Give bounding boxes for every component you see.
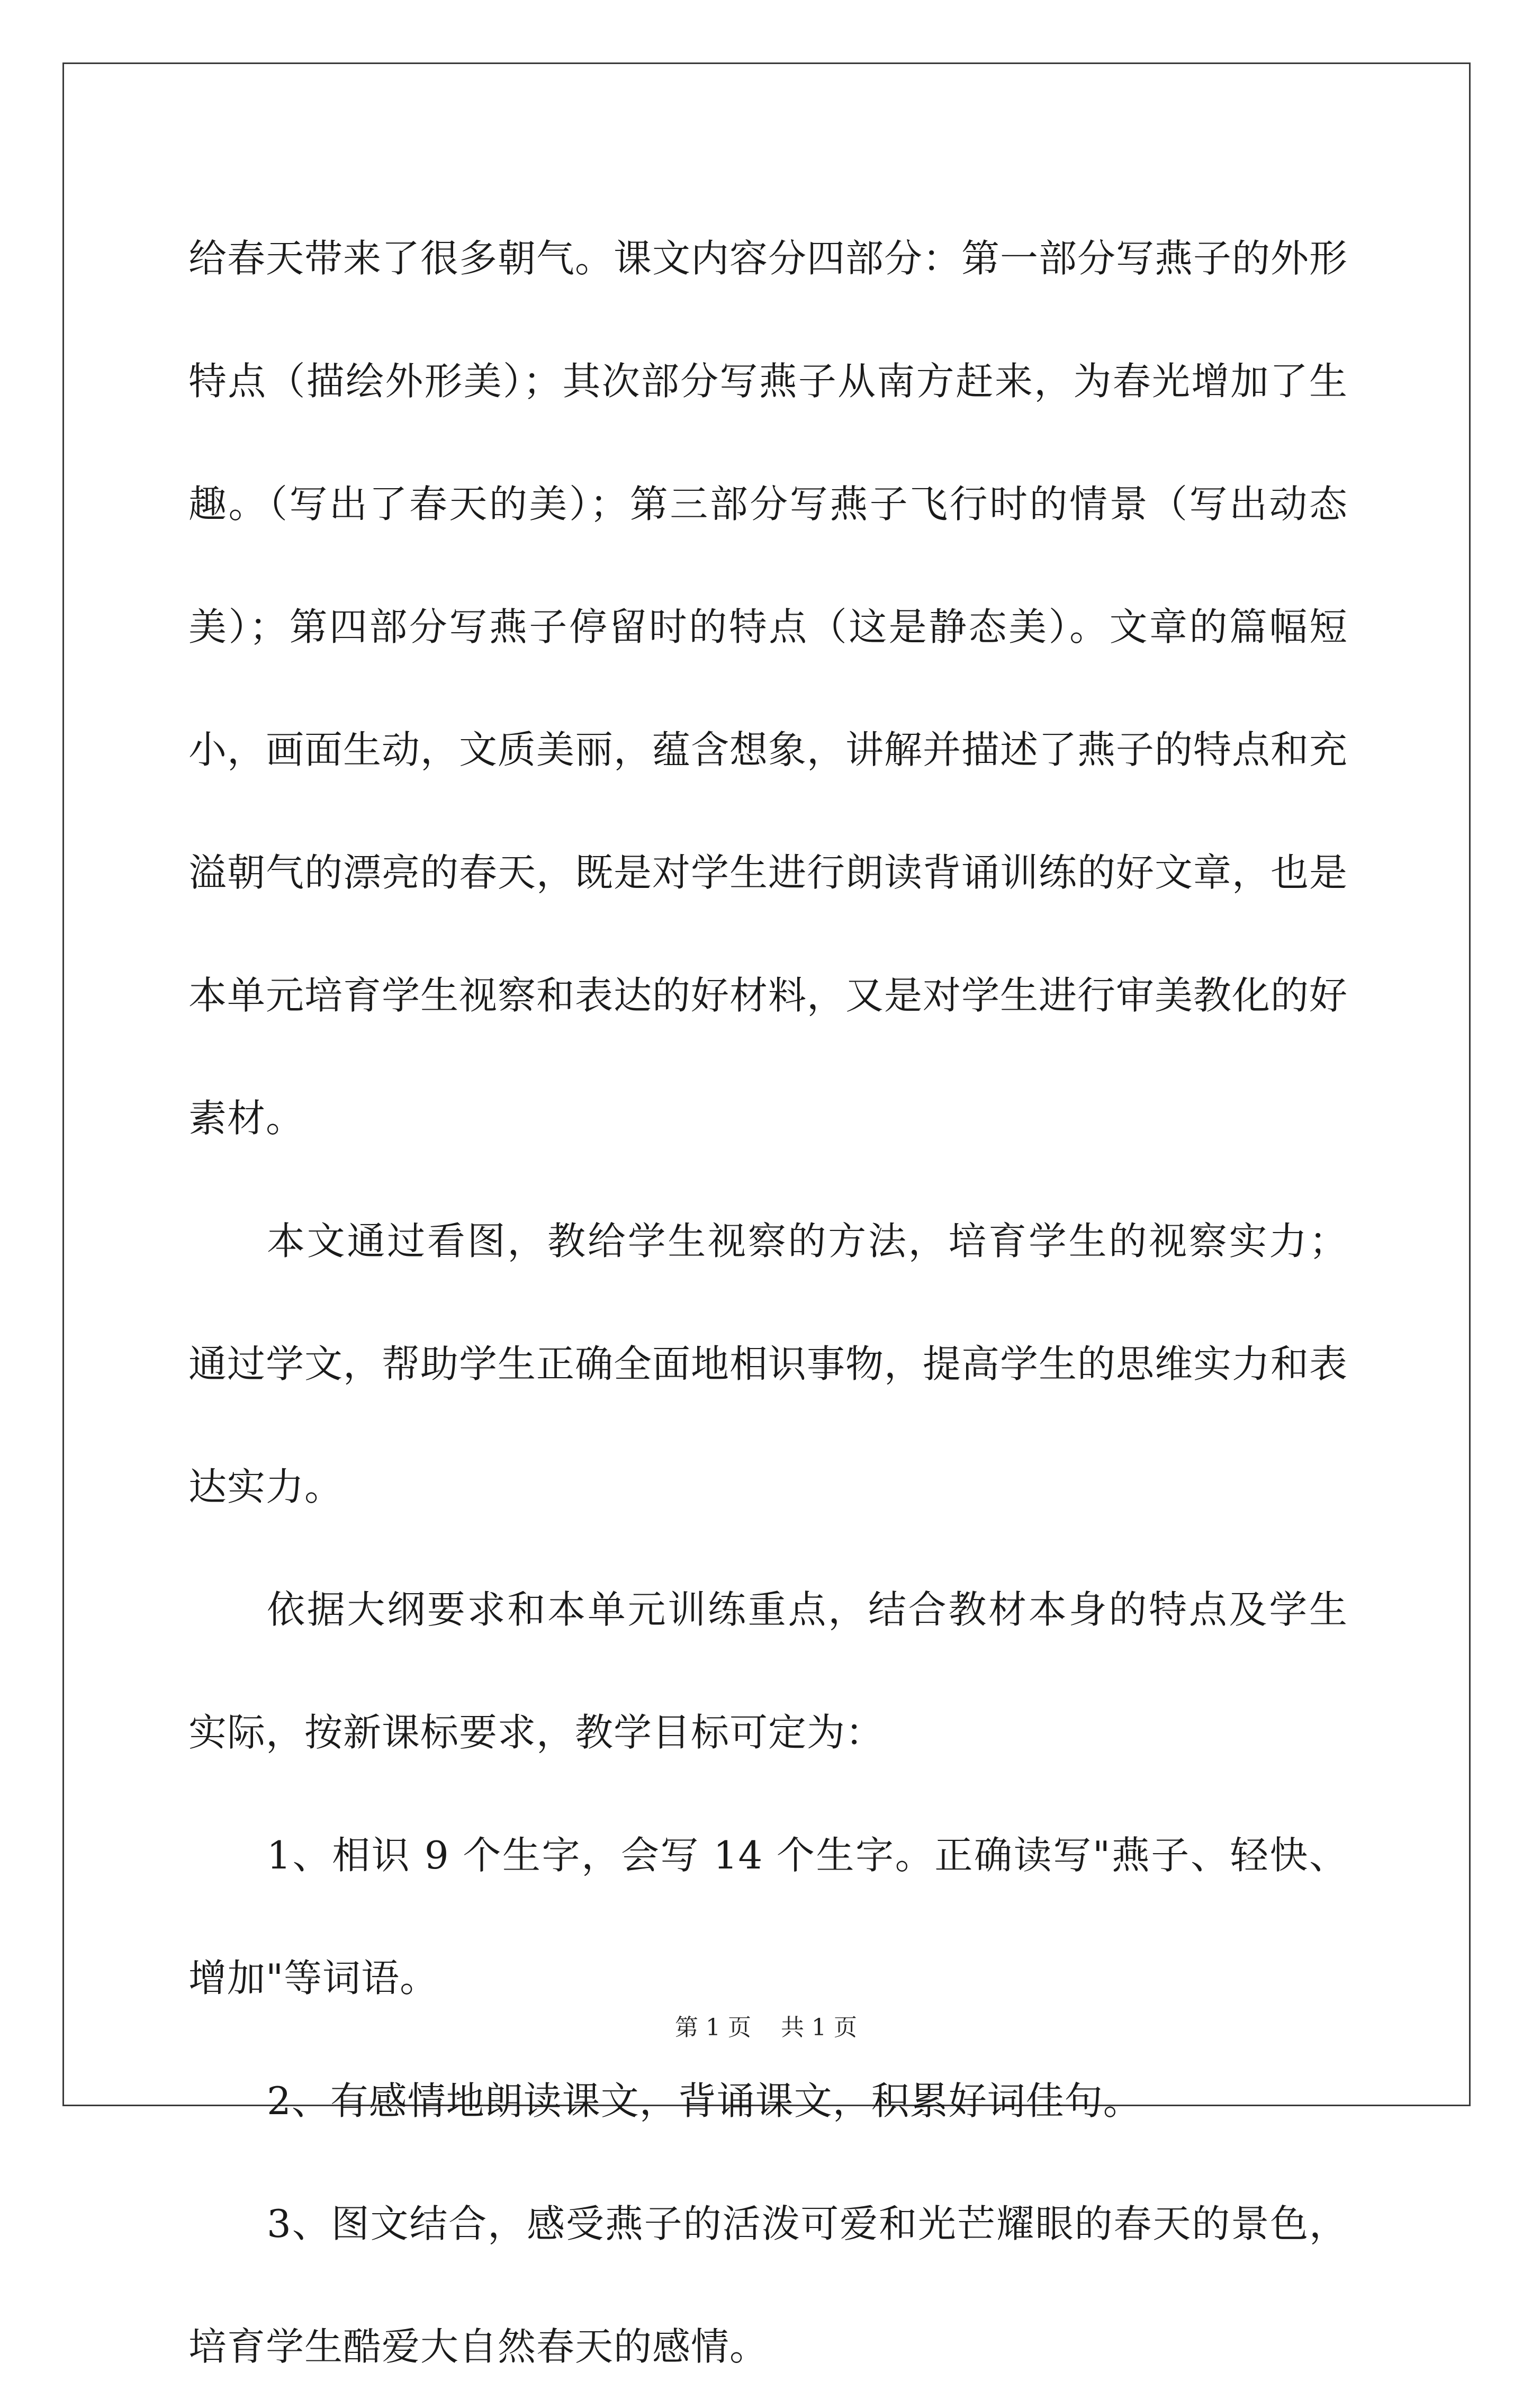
page-total: 共 1 页 [781,2014,857,2041]
paragraph-3: 依据大纲要求和本单元训练重点，结合教材本身的特点及学生实际，按新课标要求，教学目标可定为： [188,1587,1348,1755]
page-number: 第 1 页 [675,2014,751,2041]
document-body [188,197,1348,2408]
paragraph-5: 2、有感情地朗读课文，背诵课文，积累好词佳句。 [267,2079,1142,2123]
paragraph-6: 3、图文结合，感受燕子的活泼可爱和光芒耀眼的春天的景色，培育学生酷爱大自然春天的感情。 [188,2202,1348,2369]
paragraph-2: 本文通过看图，教给学生视察的方法，培育学生的视察实力；通过学文，帮助学生正确全面地相识事物，提高学生的思维实力和表达实力。 [188,1219,1348,1509]
paragraph-1: 给春天带来了很多朝气。课文内容分四部分：第一部分写燕子的外形特点（描绘外形美）；其次部分写燕子从南方赶来，为春光增加了生趣。（写出了春天的美）；第三部分写燕子飞行时的情景（写出动态美）；第四部分写燕子停留时的特点（这是静态美）。文章的篇幅短小，画面生动，文质美丽，蕴含想象，讲解并描述了燕子的特点和充溢朝气的漂亮的春天，既是对学生进行朗读背诵训练的好文章，也是本单元培育学生视察和表达的好材料，又是对学生进行审美教化的好素材。 [188,236,1348,1140]
page-footer [0,2012,1532,2044]
paragraph-4: 1、相识 9 个生字，会写 14 个生字。正确读写"燕子、轻快、增加"等词语。 [188,1833,1348,2000]
